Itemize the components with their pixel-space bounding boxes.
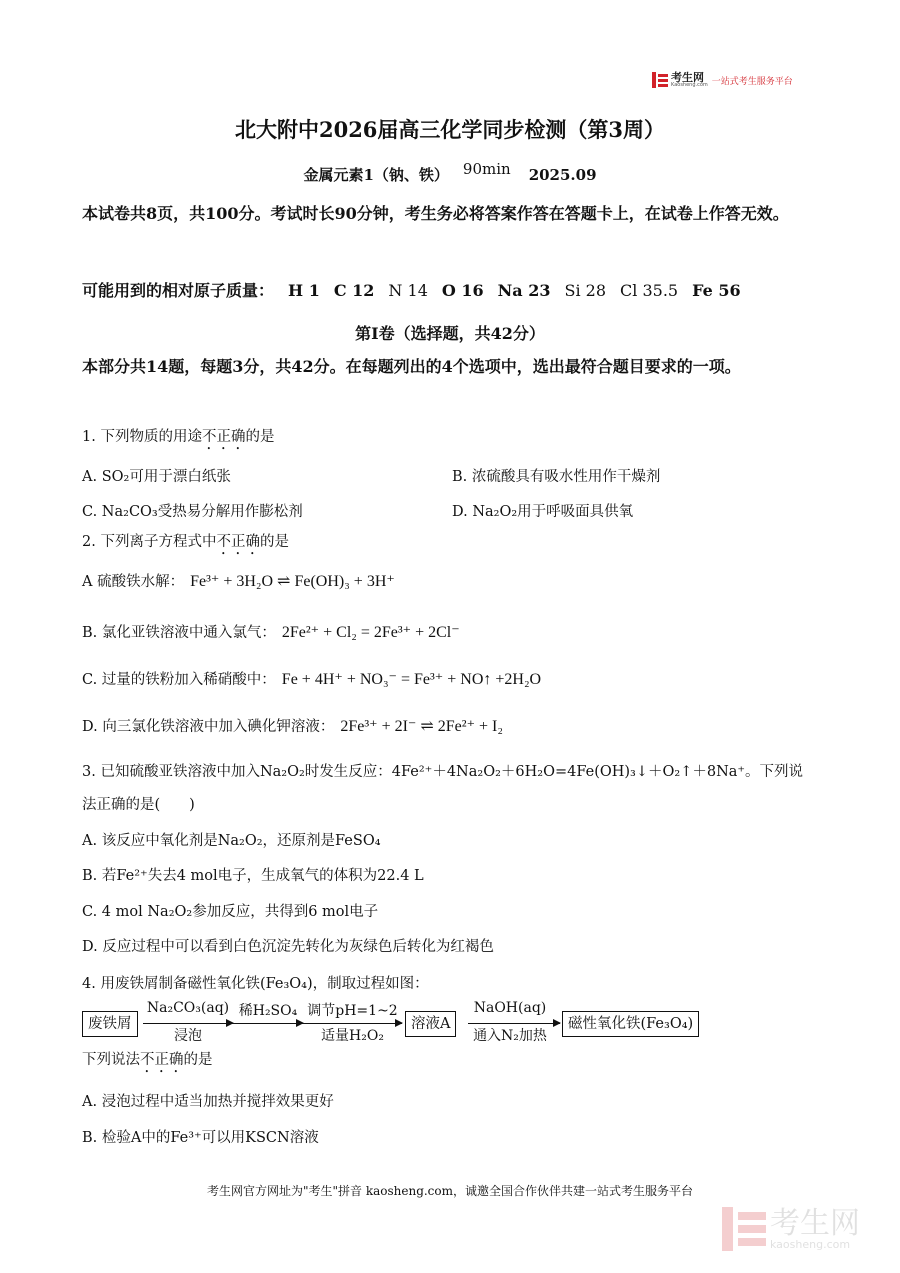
atom-mass: N 14: [388, 281, 428, 300]
question-4-stem: 4. 用废铁屑制备磁性氧化铁(Fe₃O₄)，制取过程如图：: [82, 976, 429, 992]
atom-mass: Cl 35.5: [620, 281, 679, 300]
emphasis-text: 不正确: [201, 429, 246, 445]
section-title: 第I卷（选择题，共42分）: [355, 324, 545, 343]
flow-label: 通入N₂加热: [473, 1028, 547, 1044]
flow-label: 适量H₂O₂: [321, 1028, 384, 1044]
flow-box-end: 磁性氧化铁(Fe₃O₄): [562, 1011, 699, 1037]
q1-option-d: D. Na₂O₂用于呼吸面具供氧: [452, 504, 634, 520]
header-logo: [652, 72, 793, 88]
q2-option-a: A 硫酸铁水解： Fe³⁺ + 3H₂O ⇌ Fe(OH)₃ + 3H⁺: [82, 573, 395, 590]
logo-slogan: 一站式考生服务平台: [711, 76, 793, 87]
exam-intro: 本试卷共8页，共100分。考试时长90分钟，考生务必将答案作答在答题卡上，在试卷上作答无效。: [82, 204, 789, 223]
flow-label: Na₂CO₃(aq): [146, 1000, 230, 1016]
q1-option-a: A. SO₂可用于漂白纸张: [82, 469, 231, 485]
equation: Fe³⁺ + 3H₂O ⇌ Fe(OH)₃ + 3H⁺: [190, 573, 395, 590]
flow-box-start: 废铁屑: [82, 1011, 138, 1037]
q1-option-c: C. Na₂CO₃受热易分解用作膨松剂: [82, 504, 303, 520]
flow-arrow: [233, 1023, 303, 1024]
atom-mass: Na 23: [497, 281, 551, 300]
q3-option-d: D. 反应过程中可以看到白色沉淀先转化为灰绿色后转化为红褐色: [82, 939, 494, 955]
watermark-domain: kaosheng.com: [770, 1237, 851, 1251]
q2-option-c: C. 过量的铁粉加入稀硝酸中： Fe + 4H⁺ + NO₃⁻ = Fe³⁺ + NO↑ +2H₂O: [82, 671, 542, 688]
subtitle-date: 2025.09: [528, 166, 597, 184]
q4-option-b: B. 检验A中的Fe³⁺可以用KSCN溶液: [82, 1130, 319, 1146]
question-4-prompt: 下列说法不正确的是: [82, 1052, 213, 1068]
atomic-label: 可能用到的相对原子质量：: [82, 281, 275, 300]
question-1-stem: 1. 下列物质的用途不正确的是: [82, 429, 275, 445]
q3-option-b: B. 若Fe²⁺失去4 mol电子，生成氧气的体积为22.4 L: [82, 868, 424, 884]
atom-mass: C 12: [333, 281, 375, 300]
atomic-masses: [82, 278, 755, 301]
q4-option-a: A. 浸泡过程中适当加热并搅拌效果更好: [82, 1094, 334, 1110]
q2-option-d: D. 向三氯化铁溶液中加入碘化钾溶液： 2Fe³⁺ + 2I⁻ ⇌ 2Fe²⁺ + I₂: [82, 718, 503, 735]
flow-arrow: [143, 1023, 233, 1024]
flow-label: NaOH(aq): [473, 1000, 547, 1016]
watermark: [722, 1207, 860, 1251]
atom-mass: Si 28: [564, 281, 607, 300]
exam-title: 北大附中2026届高三化学同步检测（第3周）: [234, 117, 666, 142]
exam-subtitle: [0, 160, 900, 185]
logo-domain: Kaosheng.com: [671, 82, 708, 88]
q3-option-c: C. 4 mol Na₂O₂参加反应，共得到6 mol电子: [82, 904, 379, 920]
flow-label: 稀H₂SO₄: [238, 1003, 298, 1019]
equation: Fe + 4H⁺ + NO₃⁻ = Fe³⁺ + NO↑ +2H₂O: [281, 671, 542, 688]
emphasis-text: 不正确: [216, 534, 260, 550]
emphasis-text: 不正确: [140, 1052, 184, 1068]
flow-label: 浸泡: [174, 1028, 202, 1044]
logo-name: 考生网: [671, 71, 704, 84]
flow-label: 调节pH=1~2: [307, 1003, 398, 1019]
atom-mass: Fe 56: [692, 281, 741, 300]
q2-option-b: B. 氯化亚铁溶液中通入氯气： 2Fe²⁺ + Cl₂ = 2Fe³⁺ + 2Cl⁻: [82, 624, 460, 641]
question-2-stem: 2. 下列离子方程式中不正确的是: [82, 534, 289, 550]
atom-mass: O 16: [441, 281, 484, 300]
subtitle-topic: 金属元素1（钠、铁）: [303, 166, 449, 184]
atom-mass: H 1: [288, 281, 320, 300]
flow-arrow: [303, 1023, 402, 1024]
section-intro: 本部分共14题，每题3分，共42分。在每题列出的4个选项中，选出最符合题目要求的一项。: [82, 357, 741, 376]
watermark-name: 考生网: [770, 1205, 860, 1241]
flow-box-solution-a: 溶液A: [405, 1011, 456, 1037]
subtitle-duration: 90min: [462, 160, 511, 178]
equation: 2Fe²⁺ + Cl₂ = 2Fe³⁺ + 2Cl⁻: [281, 624, 460, 641]
q1-option-b: B. 浓硫酸具有吸水性用作干燥剂: [452, 469, 661, 485]
watermark-logo-icon: [722, 1207, 766, 1251]
page-footer: 考生网官方网址为"考生"拼音 kaosheng.com，诚邀全国合作伙伴共建一站式考生服务平台: [206, 1184, 694, 1198]
question-3-stem-line2: 法正确的是( ): [82, 797, 195, 813]
kaosheng-logo-icon: [652, 72, 668, 88]
question-3-stem-line1: 3. 已知硫酸亚铁溶液中加入Na₂O₂时发生反应：4Fe²⁺＋4Na₂O₂＋6H₂O=4Fe(OH)₃↓＋O₂↑＋8Na⁺。下列说: [82, 764, 804, 780]
equation: 2Fe³⁺ + 2I⁻ ⇌ 2Fe²⁺ + I₂: [340, 718, 503, 735]
q3-option-a: A. 该反应中氧化剂是Na₂O₂，还原剂是FeSO₄: [82, 833, 381, 849]
flow-arrow: [468, 1023, 560, 1024]
